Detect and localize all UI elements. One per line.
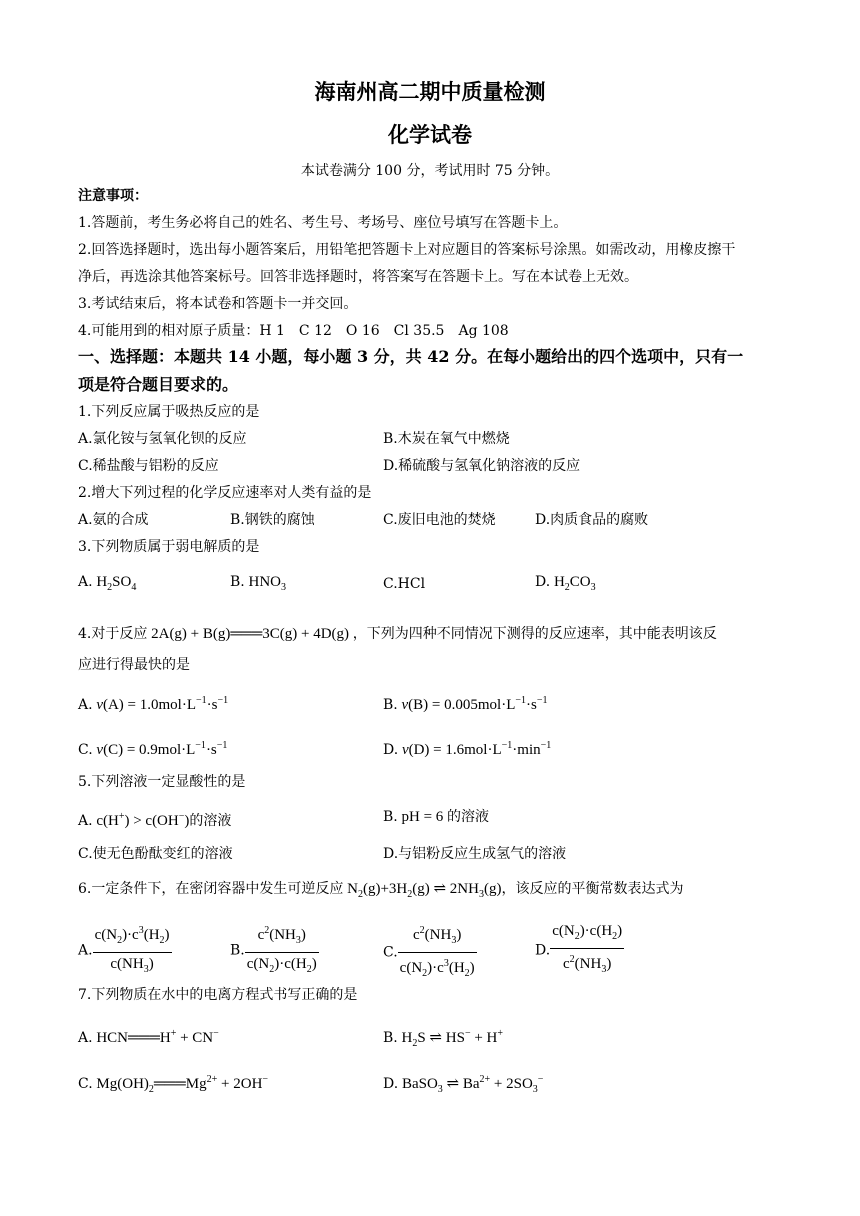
q7-stem: 7.下列物质在水中的电离方程式书写正确的是 — [78, 987, 358, 1003]
q2-stem: 2.增大下列过程的化学反应速率对人类有益的是 — [78, 485, 372, 501]
q4-option-c: C. $v(C) = 0.9mol\cdot L^{-1}\cdot s^{-1}$ — [78, 740, 228, 758]
note-2b: 净后，再选涂其他答案标号。回答非选择题时，将答案写在答题卡上。写在本试卷上无效。 — [78, 269, 638, 285]
q1-option-a: A.氯化铵与氢氧化钡的反应 — [78, 431, 247, 447]
q7-option-a: A. HCN═══H+ + CN− — [78, 1028, 219, 1046]
q6-stem-prefix: 6.一定条件下，在密闭容器中发生可逆反应 — [78, 881, 344, 897]
q5-option-b-suffix: 的溶液 — [447, 809, 490, 825]
q5-stem: 5.下列溶液一定显酸性的是 — [78, 774, 246, 790]
q6-stem: 6.一定条件下，在密闭容器中发生可逆反应 $N_2(g)+3H_2(g)$ ⇌ $2NH_3(g)$，该反应的平衡常数表达式为 — [78, 881, 684, 900]
q2-option-a: A.氨的合成 — [78, 512, 149, 528]
q4-stem-suffix: ，下列为四种不同情况下测得的反应速率，其中能表明该反 — [352, 626, 717, 642]
q7-option-b: B. $H_2S$ ⇌ HS− + H+ — [383, 1028, 504, 1049]
q6-option-a: A. $\frac{c(N_2)\cdot c^3(H_2)}{c(NH_3)}$ — [78, 922, 172, 979]
q5-option-d: D.与铝粉反应生成氢气的溶液 — [383, 846, 567, 862]
q2-option-d: D.肉质食品的腐败 — [535, 512, 649, 528]
exam-info: 本试卷满分 100 分，考试用时 75 分钟。 — [300, 163, 560, 179]
q3-stem: 3.下列物质属于弱电解质的是 — [78, 539, 260, 555]
q1-option-c: C.稀盐酸与铝粉的反应 — [78, 458, 219, 474]
page-subtitle: 化学试卷 — [388, 122, 472, 147]
note-1: 1.答题前，考生务必将自己的姓名、考生号、考场号、座位号填写在答题卡上。 — [78, 215, 568, 231]
q4-option-b: B. $v(B) = 0.005mol\cdot L^{-1}\cdot s^{-1}$ — [383, 695, 548, 713]
q6-option-b: B. $\frac{c^2(NH_3)}{c(N_2)\cdot c(H_2)}$ — [230, 922, 319, 979]
q3-option-c: C.HCl — [383, 576, 426, 592]
note-2a: 2.回答选择题时，选出每小题答案后，用铅笔把答题卡上对应题目的答案标号涂黑。如需改动，用橡皮擦干 — [78, 242, 736, 258]
q4-stem-prefix: 4.对于反应 — [78, 626, 148, 642]
note-3: 3.考试结束后，将本试卷和答题卡一并交回。 — [78, 296, 358, 312]
q7-option-d: D. BaSO$_3$ ⇌ $Ba^{2+} + 2SO_3^-$ — [383, 1074, 544, 1095]
q2-option-c: C.废旧电池的焚烧 — [383, 512, 496, 528]
q4-option-a: A. $v(A) = 1.0mol\cdot L^{-1}\cdot s^{-1}$ — [78, 695, 229, 713]
q3-option-b: B. $HNO_3$ — [230, 574, 286, 593]
q5-option-b: B. pH = 6 的溶液 — [383, 809, 490, 825]
note-4: 4.可能用到的相对原子质量：H 1 C 12 O 16 Cl 35.5 Ag 108 — [78, 323, 509, 339]
notes-heading: 注意事项： — [78, 188, 148, 204]
q6-option-d: D. $\frac{c(N_2)\cdot c(H_2)}{c^2(NH_3)}$ — [535, 923, 623, 975]
section-heading-1: 一、选择题：本题共 14 小题，每小题 3 分，共 42 分。在每小题给出的四个选项中，只有一 — [78, 347, 744, 366]
q5-option-c: C.使无色酚酞变红的溶液 — [78, 846, 233, 862]
q1-option-b: B.木炭在氧气中燃烧 — [383, 431, 510, 447]
q5-option-a: A. c(H+) > c(OH−)的溶液 — [78, 811, 232, 829]
q2-option-b: B.钢铁的腐蚀 — [230, 512, 315, 528]
q5-option-a-suffix: 的溶液 — [189, 813, 232, 829]
q4-stem-2: 应进行得最快的是 — [78, 657, 190, 673]
q4-option-d: D. $v(D) = 1.6mol\cdot L^{-1}\cdot\min^{-1}$ — [383, 740, 552, 758]
section-heading-2: 项是符合题目要求的。 — [78, 375, 239, 394]
q7-option-c: C. $Mg(OH)_2═══Mg^{2+} + 2OH^-$ — [78, 1074, 269, 1095]
q3-option-d: D. $H_2CO_3$ — [535, 574, 596, 593]
q3-option-a: A. $H_2SO_4$ — [78, 574, 137, 593]
q6-option-c: C. $\frac{c^2(NH_3)}{c(N_2)\cdot c^3(H_2)}$ — [383, 922, 477, 983]
q6-stem-suffix: ，该反应的平衡常数表达式为 — [501, 881, 684, 897]
q1-option-d: D.稀硫酸与氢氧化钠溶液的反应 — [383, 458, 581, 474]
q4-stem: 4.对于反应 2A(g) + B(g)═══3C(g) + 4D(g) ，下列为四种不同情况下测得的反应速率，其中能表明该反 — [78, 626, 717, 642]
q1-stem: 1.下列反应属于吸热反应的是 — [78, 404, 260, 420]
page-title: 海南州高二期中质量检测 — [314, 79, 546, 104]
